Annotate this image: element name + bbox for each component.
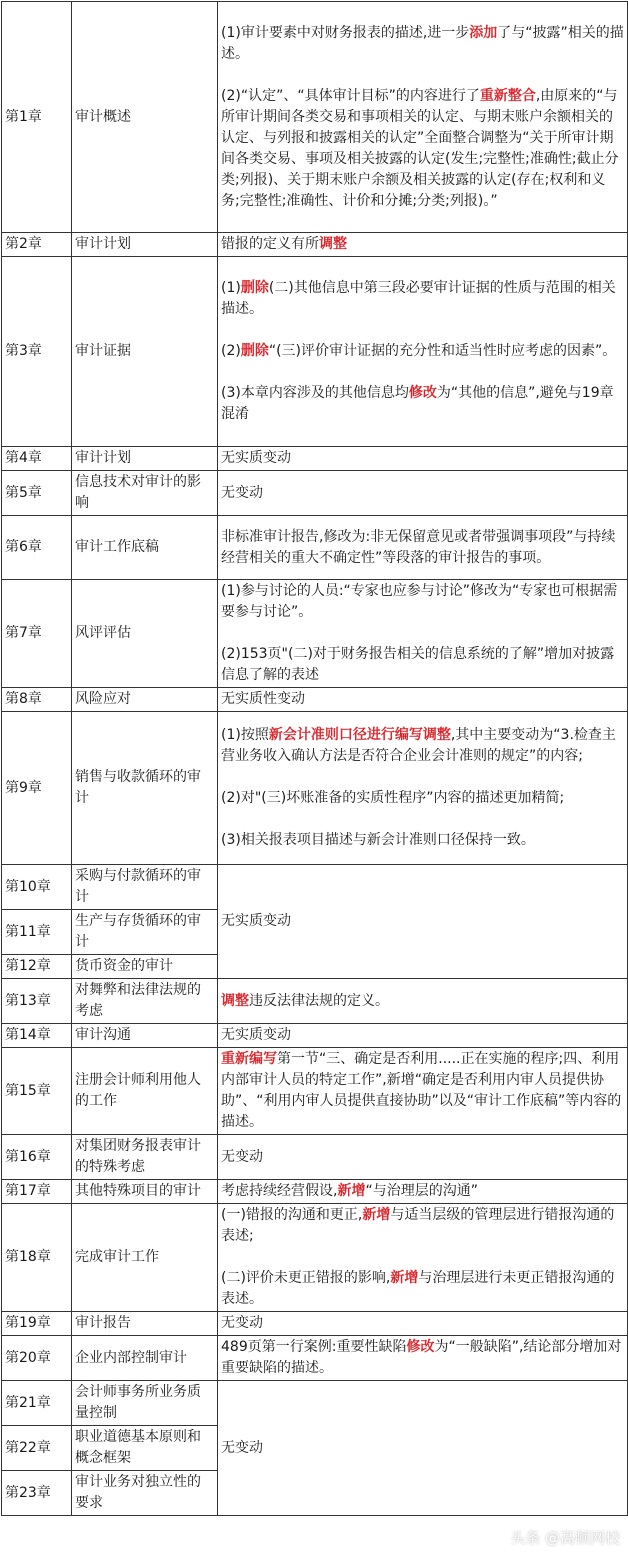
change-desc-cell	[218, 580, 628, 688]
text-segment: “与治理层的沟通”	[365, 1183, 478, 1199]
table-row	[2, 1024, 628, 1048]
change-paragraph	[221, 448, 624, 469]
text-segment: (2)“认定”、“具体审计目标”的内容进行了	[221, 87, 480, 104]
highlight-keyword: 新增	[390, 1270, 419, 1286]
highlight-keyword: 调整	[221, 992, 249, 1009]
topic-cell: 对集团财务报表审计的特殊考虑	[72, 1135, 218, 1180]
highlight-keyword: 重新编写	[221, 1051, 277, 1067]
text-segment: (3)本章内容涉及的其他信息均	[221, 385, 409, 401]
paragraph-gap	[221, 1247, 624, 1268]
topic-cell: 审计业务对独立性的要求	[72, 1471, 218, 1516]
chapter-cell: 第19章	[2, 1312, 72, 1336]
change-paragraph	[221, 1205, 624, 1247]
topic-cell: 会计师事务所业务质量控制	[72, 1381, 218, 1426]
change-paragraph	[221, 278, 624, 320]
table-row	[2, 712, 628, 865]
highlight-keyword: 新增	[362, 1207, 391, 1223]
text-segment: “(三)评价审计证据的充分性和适当性时应考虑的因素”。	[268, 343, 617, 359]
table-row	[2, 471, 628, 516]
chapter-cell: 第17章	[2, 1180, 72, 1204]
change-desc-cell	[218, 1135, 628, 1180]
topic-cell: 采购与付款循环的审计	[72, 865, 218, 910]
chapter-cell: 第5章	[2, 471, 72, 516]
topic-cell: 审计证据	[72, 257, 218, 447]
chapter-cell: 第21章	[2, 1381, 72, 1426]
highlight-keyword: 修改	[408, 385, 437, 401]
change-paragraph	[221, 1147, 624, 1168]
table-row	[2, 865, 628, 910]
change-paragraph	[221, 86, 624, 212]
topic-cell: 货币资金的审计	[72, 955, 218, 979]
change-desc-cell	[218, 1048, 628, 1135]
watermark-brand: 头条 @高顿网校	[510, 1529, 620, 1547]
paragraph-gap	[221, 809, 624, 830]
topic-cell: 风评评估	[72, 580, 218, 688]
topic-cell: 销售与收款循环的审计	[72, 712, 218, 865]
chapter-cell: 第1章	[2, 2, 72, 233]
topic-cell: 审计计划	[72, 447, 218, 471]
change-desc-cell	[218, 516, 628, 580]
text-segment: 489页第一行案例:重要性缺陷	[221, 1339, 407, 1355]
chapter-cell: 第22章	[2, 1426, 72, 1471]
text-segment: (1)按照	[221, 727, 269, 743]
text-segment: 无变动	[221, 1148, 263, 1165]
table-row	[2, 233, 628, 257]
table-row	[2, 1336, 628, 1381]
text-segment: 无变动	[221, 1315, 263, 1331]
change-paragraph	[221, 991, 624, 1012]
change-desc-cell	[218, 712, 628, 865]
chapter-cell: 第16章	[2, 1135, 72, 1180]
change-desc-cell	[218, 471, 628, 516]
chapter-cell: 第7章	[2, 580, 72, 688]
text-segment: 无实质变动	[221, 1027, 291, 1043]
text-segment: 考虑持续经营假设,	[221, 1183, 338, 1199]
text-segment: 违反法律法规的定义。	[249, 992, 389, 1009]
text-segment: 了与“披露”相关的描述。	[221, 24, 624, 62]
chapter-cell: 第3章	[2, 257, 72, 447]
change-paragraph	[221, 23, 624, 65]
change-desc-cell	[218, 447, 628, 471]
table-row	[2, 1180, 628, 1204]
change-desc-cell	[218, 257, 628, 447]
chapter-cell: 第9章	[2, 712, 72, 865]
topic-cell: 审计工作底稿	[72, 516, 218, 580]
change-desc-cell	[218, 1204, 628, 1312]
text-segment: 为“其他的信息”,避免与19章混淆	[221, 385, 614, 422]
change-paragraph	[221, 1337, 624, 1379]
text-segment: (2)	[221, 343, 241, 359]
text-segment: 无实质变动	[221, 450, 291, 466]
table-row	[2, 447, 628, 471]
change-paragraph	[221, 527, 624, 569]
topic-cell: 审计沟通	[72, 1024, 218, 1048]
change-paragraph	[221, 1313, 624, 1334]
chapter-cell: 第15章	[2, 1048, 72, 1135]
topic-cell: 风险应对	[72, 688, 218, 712]
text-segment: 无实质性变动	[221, 691, 305, 707]
highlight-keyword: 删除	[240, 280, 269, 296]
topic-cell: 注册会计师利用他人的工作	[72, 1048, 218, 1135]
paragraph-gap	[221, 362, 624, 383]
text-segment: 与治理层进行未更正错报沟通的表述。	[221, 1270, 615, 1307]
topic-cell: 其他特殊项目的审计	[72, 1180, 218, 1204]
change-paragraph	[221, 830, 624, 851]
change-paragraph	[221, 341, 624, 362]
paragraph-gap	[221, 623, 624, 644]
topic-cell: 审计概述	[72, 2, 218, 233]
change-desc-cell	[218, 1312, 628, 1336]
highlight-keyword: 新增	[337, 1183, 366, 1199]
chapter-cell: 第12章	[2, 955, 72, 979]
text-segment: ,由原来的“与所审计期间各类交易和事项相关的认定、与期末账户余额相关的认定、与列报和披露相关的认定”全面整合调整为“关于所审计期间各类交易、事项及相关披露的认定(发生;完整性;准确性;截止分类;列报)、关于期末账户余额及相关披露的认定(存在;权利和义务;完整性;准确性、计价和分摊;分类;列报)。”	[221, 87, 619, 209]
chapter-cell: 第4章	[2, 447, 72, 471]
table-row	[2, 688, 628, 712]
table-row	[2, 1048, 628, 1135]
change-desc-cell	[218, 688, 628, 712]
table-row	[2, 1312, 628, 1336]
chapter-cell: 第10章	[2, 865, 72, 910]
highlight-keyword: 调整	[319, 236, 347, 252]
highlight-keyword: 修改	[406, 1339, 435, 1355]
watermark	[510, 1527, 620, 1548]
change-desc-cell	[218, 979, 628, 1024]
change-paragraph	[221, 581, 624, 623]
text-segment: 第一节“三、确定是否利用.....正在实施的程序;四、利用内部审计人员的特定工作”,新增“确定是否利用内审人员提供协助”、“利用内审人员提供直接协助”以及“审计工作底稿”等内容的描述。	[221, 1051, 622, 1130]
text-segment: (1)	[221, 280, 241, 296]
text-segment: 错报的定义有所	[221, 236, 319, 252]
change-paragraph	[221, 1025, 624, 1046]
text-segment: (二)其他信息中第三段必要审计证据的性质与范围的相关描述。	[221, 280, 616, 317]
chapter-cell: 第11章	[2, 910, 72, 955]
change-paragraph	[221, 234, 624, 255]
highlight-keyword: 新会计准则口径进行编写调整	[268, 727, 451, 743]
text-segment: 非标准审计报告,修改为:非无保留意见或者带强调事项段”与持续经营相关的重大不确定性”等段落的审计报告的事项。	[221, 528, 616, 566]
change-desc-cell	[218, 233, 628, 257]
topic-cell: 审计计划	[72, 233, 218, 257]
chapter-cell: 第14章	[2, 1024, 72, 1048]
merged-desc-cell: 无实质变动	[218, 865, 628, 979]
change-paragraph	[221, 788, 624, 809]
topic-cell: 信息技术对审计的影响	[72, 471, 218, 516]
topic-cell: 完成审计工作	[72, 1204, 218, 1312]
change-paragraph	[221, 689, 624, 710]
change-desc-cell	[218, 1336, 628, 1381]
topic-cell: 生产与存货循环的审计	[72, 910, 218, 955]
table-row	[2, 979, 628, 1024]
change-paragraph	[221, 1268, 624, 1310]
text-segment: (一)错报的沟通和更正,	[221, 1207, 363, 1223]
table-row	[2, 1381, 628, 1426]
chapter-cell: 第6章	[2, 516, 72, 580]
highlight-keyword: 重新整合	[479, 87, 536, 104]
text-segment: 无变动	[221, 484, 263, 501]
text-segment: 与适当层级的管理层进行错报沟通的表述;	[221, 1207, 615, 1244]
text-segment: (二)评价未更正错报的影响,	[221, 1270, 391, 1286]
change-paragraph	[221, 483, 624, 504]
chapter-cell: 第23章	[2, 1471, 72, 1516]
table-row	[2, 1135, 628, 1180]
paragraph-gap	[221, 65, 624, 86]
chapter-cell: 第20章	[2, 1336, 72, 1381]
chapter-cell: 第8章	[2, 688, 72, 712]
change-desc-cell	[218, 1180, 628, 1204]
change-paragraph	[221, 725, 624, 767]
topic-cell: 职业道德基本原则和概念框架	[72, 1426, 218, 1471]
change-paragraph	[221, 1181, 624, 1202]
table-row	[2, 1204, 628, 1312]
change-paragraph	[221, 383, 624, 425]
change-desc-cell	[218, 2, 628, 233]
text-segment: 为“一般缺陷”,结论部分增加对重要缺陷的描述。	[221, 1339, 622, 1376]
text-segment: (1)审计要素中对财务报表的描述,进一步	[221, 24, 470, 41]
text-segment: (1)参与讨论的人员:“专家也应参与讨论”修改为“专家也可根据需要参与讨论”。	[221, 583, 618, 620]
change-desc-cell	[218, 1024, 628, 1048]
paragraph-gap	[221, 767, 624, 788]
topic-cell: 企业内部控制审计	[72, 1336, 218, 1381]
change-paragraph	[221, 1049, 624, 1133]
text-segment: ,其中主要变动为“3.检查主营业务收入确认方法是否符合企业会计准则的规定”的内容;	[221, 727, 616, 764]
change-paragraph	[221, 644, 624, 686]
chapter-cell: 第13章	[2, 979, 72, 1024]
topic-cell: 对舞弊和法律法规的考虑	[72, 979, 218, 1024]
chapter-cell: 第18章	[2, 1204, 72, 1312]
table-row	[2, 580, 628, 688]
paragraph-gap	[221, 320, 624, 341]
table-row	[2, 2, 628, 233]
audit-changes-table	[1, 1, 628, 1516]
text-segment: (2)对"(三)坏账准备的实质性程序”内容的描述更加精简;	[221, 790, 565, 806]
merged-desc-cell: 无变动	[218, 1381, 628, 1516]
table-row	[2, 257, 628, 447]
topic-cell: 审计报告	[72, 1312, 218, 1336]
text-segment: (3)相关报表项目描述与新会计准则口径保持一致。	[221, 832, 535, 848]
highlight-keyword: 删除	[240, 343, 269, 359]
text-segment: (2)153页"(二)对于财务报告相关的信息系统的了解”增加对披露信息了解的表述	[221, 646, 615, 683]
chapter-cell: 第2章	[2, 233, 72, 257]
table-row	[2, 516, 628, 580]
highlight-keyword: 添加	[469, 24, 498, 41]
